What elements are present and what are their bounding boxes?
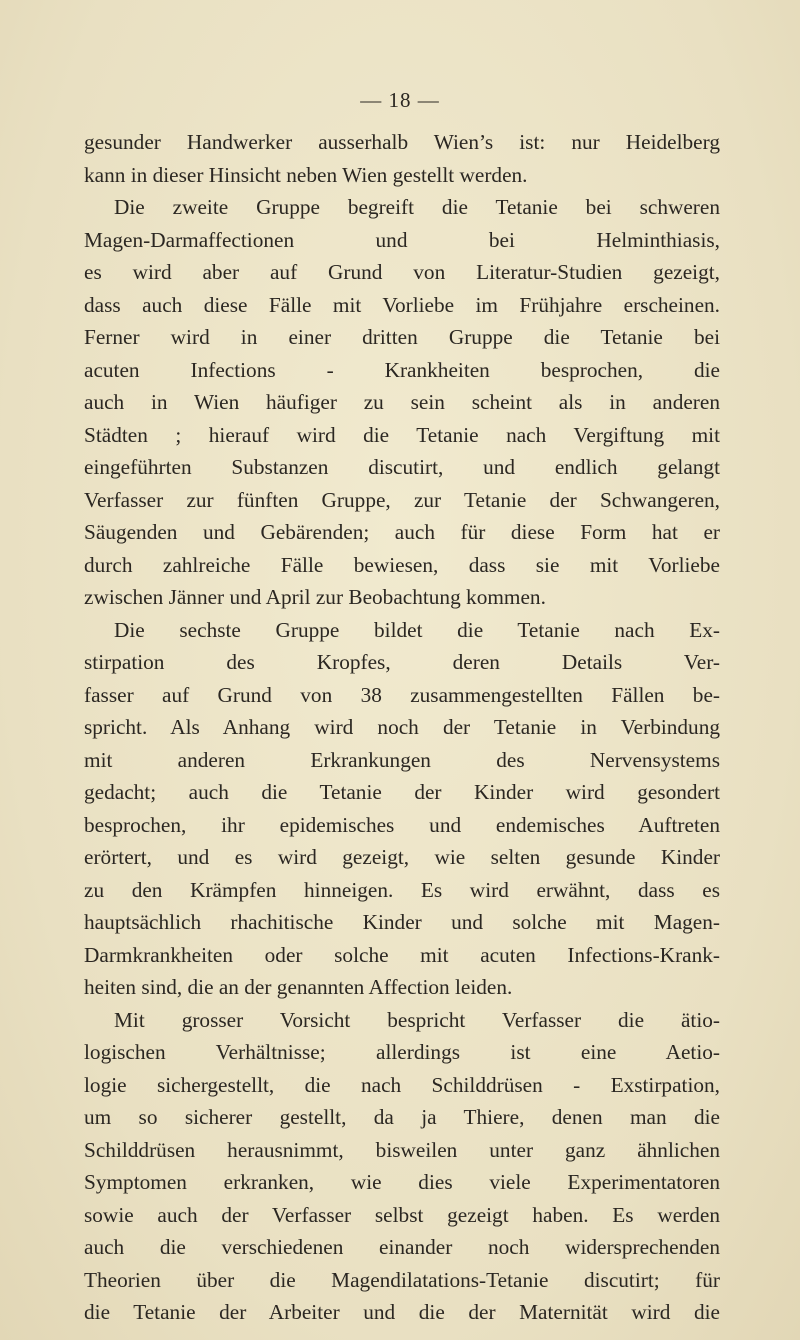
body-text bbox=[84, 126, 720, 1329]
text-line: gesunder Handwerker ausserhalb Wien’s ist: nur Heidelberg bbox=[84, 130, 720, 154]
text-line: gedacht; auch die Tetanie der Kinder wird gesondert bbox=[84, 780, 720, 804]
text-line: Verfasser zur fünften Gruppe, zur Tetanie der Schwangeren, bbox=[84, 487, 720, 512]
text-line: Theorien über die Magendilatations-Tetanie discutirt; für bbox=[84, 1267, 720, 1292]
text-line: es wird aber auf Grund von Literatur-Studien gezeigt, bbox=[84, 260, 720, 284]
text-line: Magen-Darmaffectionen und bei Helminthiasis, bbox=[84, 227, 720, 252]
text-line: sowie auch der Verfasser selbst gezeigt haben. Es werden bbox=[84, 1202, 720, 1227]
text-line: acuten Infections - Krankheiten besprochen, die bbox=[84, 357, 720, 382]
text-line: Schilddrüsen herausnimmt, bisweilen unter ganz ähnlichen bbox=[84, 1137, 720, 1162]
text-line: durch zahlreiche Fälle bewiesen, dass sie mit Vorliebe bbox=[84, 552, 720, 577]
text-line: besprochen, ihr epidemisches und endemisches Auftreten bbox=[84, 812, 720, 837]
text-line: Ferner wird in einer dritten Gruppe die Tetanie bei bbox=[84, 325, 720, 349]
text-line: um so sicherer gestellt, da ja Thiere, denen man die bbox=[84, 1105, 720, 1129]
text-line: spricht. Als Anhang wird noch der Tetanie in Verbindung bbox=[84, 715, 720, 739]
text-line: zu den Krämpfen hinneigen. Es wird erwähnt, dass es bbox=[84, 877, 720, 902]
text-line: logischen Verhältnisse; allerdings ist eine Aetio- bbox=[84, 1040, 720, 1064]
text-line: heiten sind, die an der genannten Affection leiden. bbox=[84, 975, 513, 999]
text-line: fasser auf Grund von 38 zusammengestellten Fällen be- bbox=[84, 682, 720, 707]
text-line: Die zweite Gruppe begreift die Tetanie bei schweren bbox=[114, 195, 720, 219]
text-line: auch die verschiedenen einander noch widersprechenden bbox=[84, 1235, 720, 1259]
text-line: die Tetanie der Arbeiter und die der Maternität wird die bbox=[84, 1300, 720, 1324]
text-line: mit anderen Erkrankungen des Nervensystems bbox=[84, 747, 720, 772]
text-line: Städten ; hierauf wird die Tetanie nach Vergiftung mit bbox=[84, 422, 720, 447]
text-line: kann in dieser Hinsicht neben Wien gestellt werden. bbox=[84, 162, 528, 187]
text-line: Mit grosser Vorsicht bespricht Verfasser die ätio- bbox=[114, 1007, 720, 1032]
text-line: eingeführten Substanzen discutirt, und endlich gelangt bbox=[84, 455, 720, 479]
text-line: zwischen Jänner und April zur Beobachtung kommen. bbox=[84, 585, 546, 609]
text-line: Darmkrankheiten oder solche mit acuten Infections-Krank- bbox=[84, 942, 720, 967]
text-line: auch in Wien häufiger zu sein scheint als in anderen bbox=[84, 390, 720, 414]
text-line: Säugenden und Gebärenden; auch für diese Form hat er bbox=[84, 520, 720, 544]
text-line: Symptomen erkranken, wie dies viele Experimentatoren bbox=[84, 1170, 720, 1194]
page-number: — 18 — bbox=[360, 88, 440, 112]
text-line: erörtert, und es wird gezeigt, wie selten gesunde Kinder bbox=[84, 845, 720, 869]
text-line: logie sichergestellt, die nach Schilddrüsen - Exstirpation, bbox=[84, 1072, 720, 1097]
text-line: Die sechste Gruppe bildet die Tetanie nach Ex- bbox=[114, 617, 720, 642]
text-line: stirpation des Kropfes, deren Details Ver- bbox=[84, 650, 720, 674]
text-line: hauptsächlich rhachitische Kinder und solche mit Magen- bbox=[84, 910, 720, 934]
text-line: dass auch diese Fälle mit Vorliebe im Frühjahre erscheinen. bbox=[84, 292, 720, 317]
